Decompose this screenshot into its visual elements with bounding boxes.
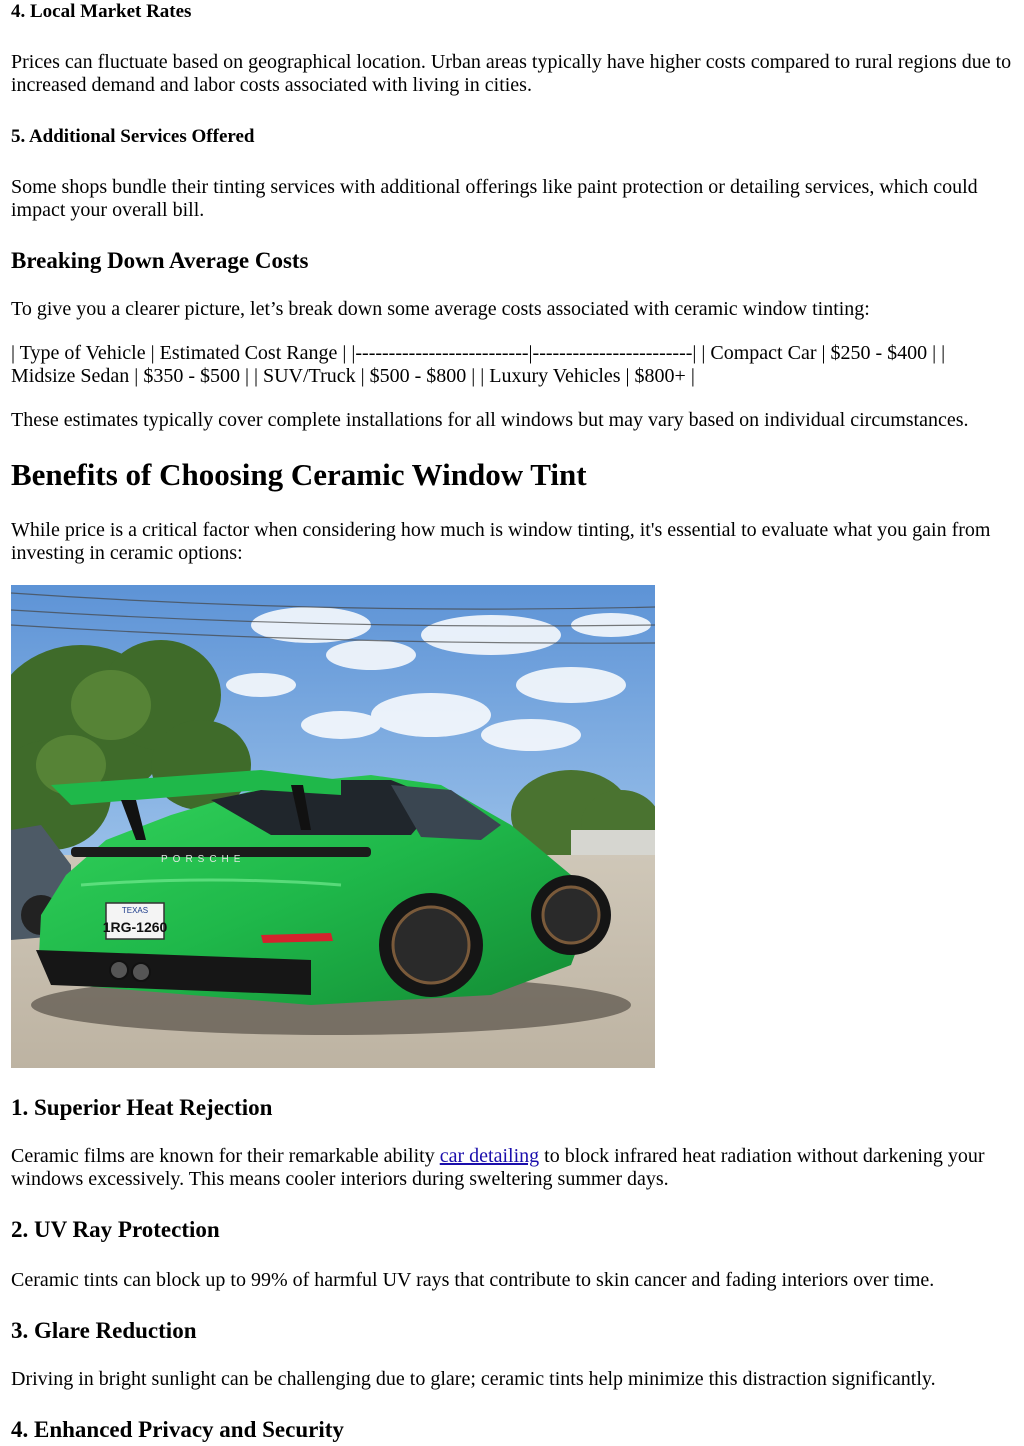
heat-text-after: to block infrared heat radiation without darkening your windows excessively. This means cooler interiors during sweltering summer days.	[11, 1145, 985, 1190]
car-detailing-link[interactable]: car detailing	[439, 1145, 540, 1167]
paragraph-benefits-intro: While price is a critical factor when considering how much is window tinting, it's essential to evaluate what you gain from investing in ceramic options:	[11, 519, 991, 564]
paragraph-costs-intro: To give you a clearer picture, let’s break down some average costs associated with ceramic window tinting:	[11, 298, 870, 320]
heading-privacy-security: 4. Enhanced Privacy and Security	[11, 1417, 344, 1442]
plate-state: TEXAS	[121, 906, 149, 915]
paragraph-uv-protection: Ceramic tints can block up to 99% of harmful UV rays that contribute to skin cancer and fading interiors over time.	[11, 1269, 935, 1291]
paragraph-costs-note: These estimates typically cover complete installations for all windows but may vary based on individual circumstances.	[11, 409, 969, 431]
car-badge: PORSCHE	[161, 854, 246, 865]
heading-heat-rejection: 1. Superior Heat Rejection	[11, 1095, 273, 1120]
car-photo	[11, 585, 655, 1068]
paragraph-glare-reduction: Driving in bright sunlight can be challenging due to glare; ceramic tints help minimize this distraction significantly.	[11, 1368, 936, 1390]
heat-text-before: Ceramic films are known for their remarkable ability	[11, 1145, 440, 1167]
paragraph-local-market-rates: Prices can fluctuate based on geographical location. Urban areas typically have higher costs compared to rural regions due to increased demand and labor costs associated with living in cities.	[11, 51, 1012, 96]
cost-table-text: | Type of Vehicle | Estimated Cost Range | |--------------------------|------------------------| | Compact Car | $250 - $400 | | Midsize Sedan | $350 - $500 | | SUV/Truck | $500 - $800 | | Luxury Vehicles | $800+ |	[11, 342, 946, 387]
heading-additional-services: 5. Additional Services Offered	[11, 126, 255, 147]
heading-glare-reduction: 3. Glare Reduction	[11, 1318, 197, 1343]
heading-benefits: Benefits of Choosing Ceramic Window Tint	[11, 457, 587, 492]
heading-breaking-down-costs: Breaking Down Average Costs	[11, 248, 309, 273]
paragraph-additional-services: Some shops bundle their tinting services with additional offerings like paint protection or detailing services, which could impact your overall bill.	[11, 176, 978, 221]
heading-uv-protection: 2. UV Ray Protection	[11, 1217, 220, 1242]
plate-number: 1RG-1260	[102, 919, 168, 935]
paragraph-heat-rejection	[11, 1145, 1014, 1191]
heading-local-market-rates: 4. Local Market Rates	[11, 1, 192, 22]
